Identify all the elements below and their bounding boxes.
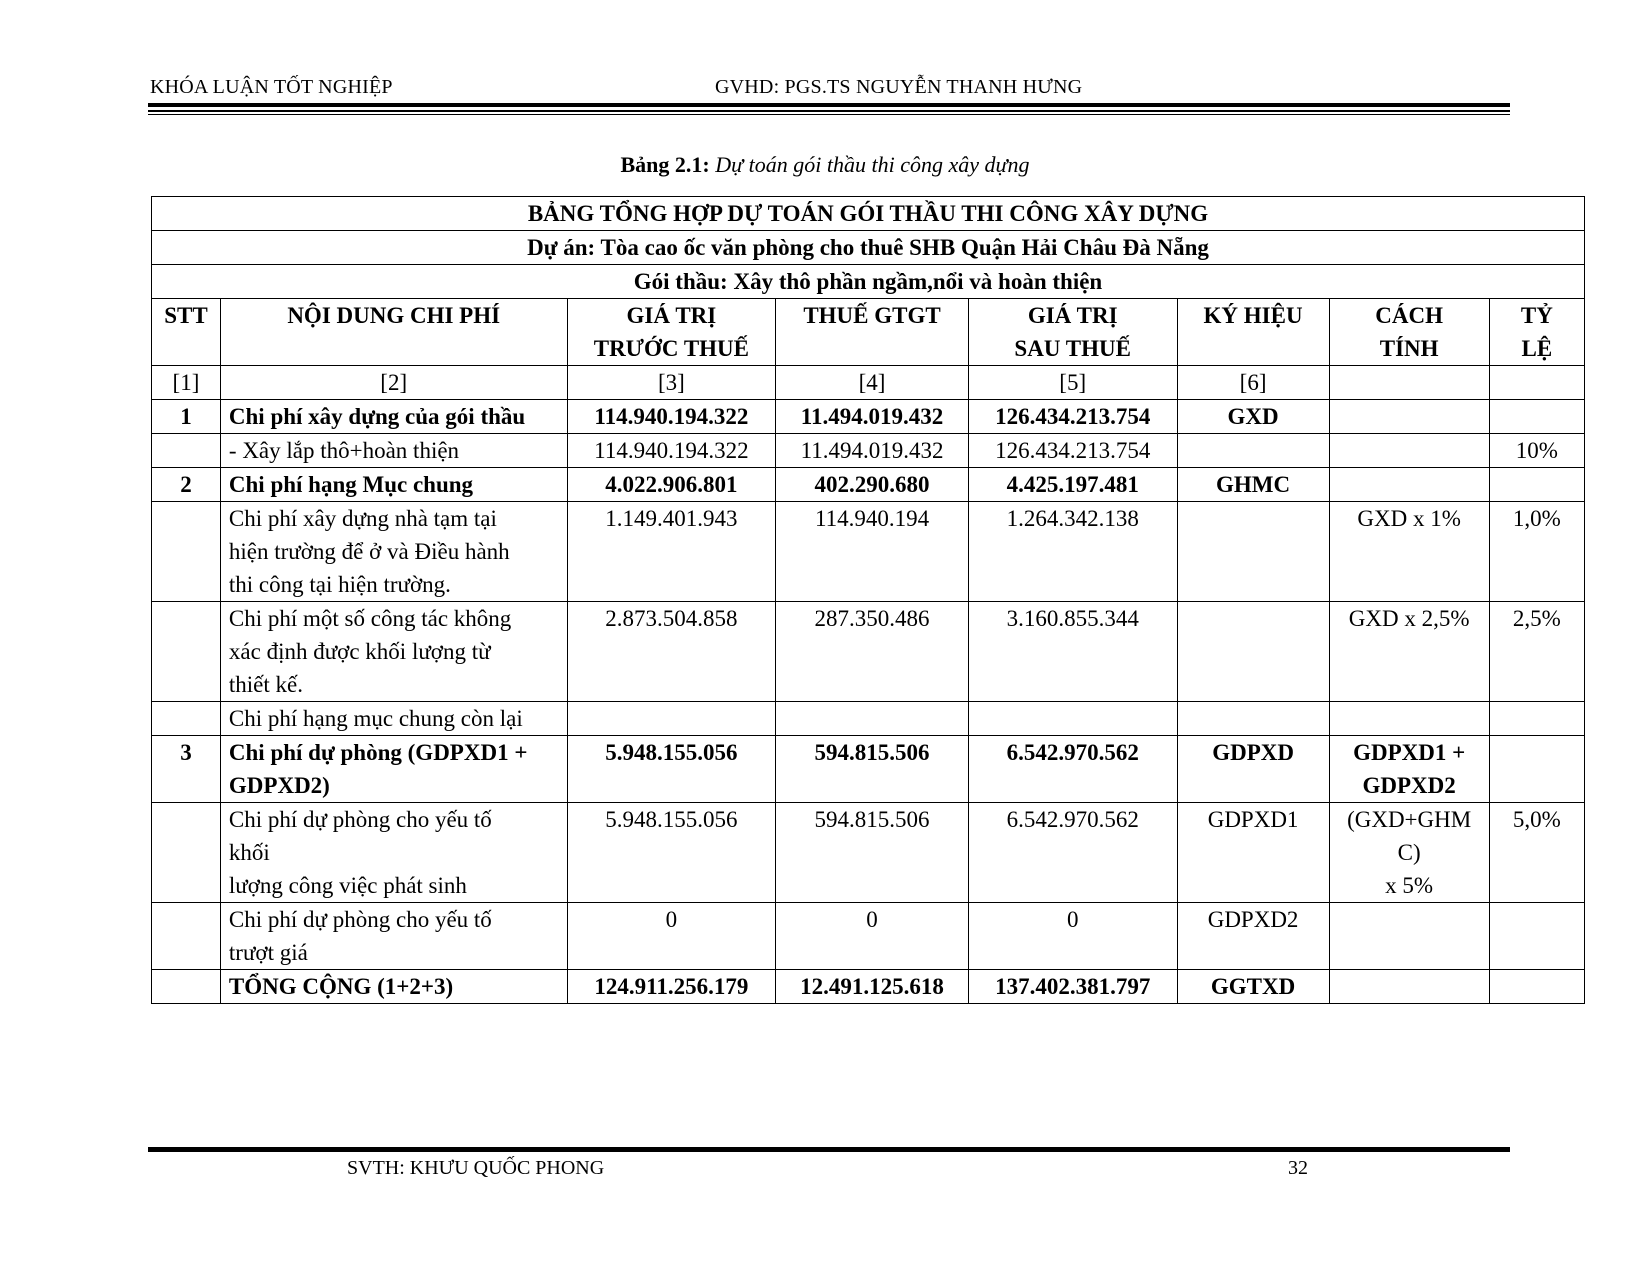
table-header-row [152,299,1585,366]
header-rate-line2: LỆ [1521,336,1553,361]
cell-after-tax: 126.434.213.754 [968,400,1177,434]
cell-vat: 287.350.486 [776,602,969,702]
cell-after-tax [968,702,1177,736]
table-caption [0,152,1650,178]
cell-content-line: Chi phí hạng Mục chung [228,472,474,497]
cell-vat: 402.290.680 [776,468,969,502]
index-row [152,366,1585,400]
cell-symbol: GHMC [1177,468,1329,502]
cell-method [1329,434,1489,468]
cell-stt: 3 [152,736,221,803]
cell-content-line: Chi phí dự phòng cho yếu tố [228,807,492,832]
cell-rate: 5,0% [1489,803,1584,903]
cell-content [220,502,567,602]
cell-content [220,702,567,736]
caption-label: Bảng 2.1: [620,152,710,177]
cell-before-tax: 5.948.155.056 [567,803,776,903]
header-left: KHÓA LUẬN TỐT NGHIỆP [150,76,393,98]
page-number: 32 [1288,1157,1308,1179]
cell-vat: 114.940.194 [776,502,969,602]
cell-stt: 1 [152,400,221,434]
cell-before-tax: 4.022.906.801 [567,468,776,502]
index-cell: [3] [567,366,776,400]
cell-content-line: xác định được khối lượng từ [228,639,491,664]
cell-before-tax: 2.873.504.858 [567,602,776,702]
header-symbol: KÝ HIỆU [1177,299,1329,366]
cell-method [1329,970,1489,1004]
header-before-tax [567,299,776,366]
cell-method [1329,400,1489,434]
header-content: NỘI DUNG CHI PHÍ [220,299,567,366]
cell-before-tax: 5.948.155.056 [567,736,776,803]
cell-content-line: Chi phí dự phòng cho yếu tố [228,907,492,932]
table-row [152,468,1585,502]
cell-vat: 11.494.019.432 [776,400,969,434]
cell-rate [1489,903,1584,970]
header-stt: STT [152,299,221,366]
cell-method-line: GXD x 2,5% [1348,606,1470,631]
cell-after-tax: 126.434.213.754 [968,434,1177,468]
header-rate-line1: TỶ [1520,303,1553,328]
cell-rate [1489,468,1584,502]
header-before-tax-line1: GIÁ TRỊ [626,303,717,328]
table-title-row [152,197,1585,231]
header-rule [148,103,1510,107]
cell-before-tax: 1.149.401.943 [567,502,776,602]
cell-method [1329,736,1489,803]
cell-rate: 2,5% [1489,602,1584,702]
cell-content [220,736,567,803]
cell-after-tax: 1.264.342.138 [968,502,1177,602]
cell-content-line: GDPXD2) [228,773,330,798]
index-cell: [5] [968,366,1177,400]
cell-content-line: Chi phí hạng mục chung còn lại [228,706,523,731]
cell-content-line: Chi phí một số công tác không [228,606,512,631]
header-after-tax-line2: SAU THUẾ [1014,336,1131,361]
cell-content-line: Chi phí dự phòng (GDPXD1 + [228,740,528,765]
table-row [152,602,1585,702]
cell-content [220,602,567,702]
cell-after-tax: 6.542.970.562 [968,803,1177,903]
cell-symbol [1177,434,1329,468]
cell-content-line: lượng công việc phát sinh [228,873,467,898]
cell-before-tax: 114.940.194.322 [567,434,776,468]
cell-content-line: thiết kế. [228,672,303,697]
cell-symbol [1177,702,1329,736]
cell-method [1329,502,1489,602]
cost-estimate-table [151,196,1585,1004]
cell-symbol: GXD [1177,400,1329,434]
cell-stt [152,803,221,903]
table-row [152,803,1585,903]
cell-stt [152,502,221,602]
header-rule [148,114,1510,115]
table-package: Gói thầu: Xây thô phần ngầm,nổi và hoàn thiện [152,265,1585,299]
header-method [1329,299,1489,366]
cell-stt [152,970,221,1004]
cell-method-line: GXD x 1% [1357,506,1461,531]
cell-symbol [1177,602,1329,702]
caption-text: Dự toán gói thầu thi công xây dựng [715,152,1030,177]
cell-content-line: TỔNG CỘNG (1+2+3) [228,974,454,999]
cell-vat: 594.815.506 [776,803,969,903]
cell-after-tax: 3.160.855.344 [968,602,1177,702]
header-rule [148,110,1510,112]
cell-stt [152,702,221,736]
table-row [152,702,1585,736]
table-row [152,903,1585,970]
cell-rate [1489,736,1584,803]
cell-after-tax: 0 [968,903,1177,970]
cell-before-tax: 124.911.256.179 [567,970,776,1004]
cell-content-line: khối [228,840,270,865]
cell-vat: 594.815.506 [776,736,969,803]
cell-before-tax [567,702,776,736]
cell-vat [776,702,969,736]
cell-content-line: Chi phí xây dựng nhà tạm tại [228,506,497,531]
cell-method-line: GDPXD1 + [1353,740,1466,765]
table-row [152,400,1585,434]
cell-after-tax: 4.425.197.481 [968,468,1177,502]
cell-vat: 0 [776,903,969,970]
cell-symbol: GDPXD [1177,736,1329,803]
cell-stt: 2 [152,468,221,502]
header-before-tax-line2: TRƯỚC THUẾ [593,336,750,361]
header-method-line1: CÁCH [1375,303,1443,328]
index-cell: [2] [220,366,567,400]
cell-method [1329,903,1489,970]
cell-symbol [1177,502,1329,602]
header-vat: THUẾ GTGT [776,299,969,366]
cell-symbol: GGTXD [1177,970,1329,1004]
cell-method [1329,602,1489,702]
cell-symbol: GDPXD2 [1177,903,1329,970]
cell-rate [1489,400,1584,434]
cell-content [220,803,567,903]
table-project: Dự án: Tòa cao ốc văn phòng cho thuê SHB Quận Hải Châu Đà Nẵng [152,231,1585,265]
header-rate [1489,299,1584,366]
cell-rate: 10% [1489,434,1584,468]
cell-stt [152,602,221,702]
table-title: BẢNG TỔNG HỢP DỰ TOÁN GÓI THẦU THI CÔNG XÂY DỰNG [152,197,1585,231]
index-cell: [4] [776,366,969,400]
table-package-row [152,265,1585,299]
cell-stt [152,903,221,970]
index-cell [1489,366,1584,400]
footer-student: SVTH: KHƯU QUỐC PHONG [347,1157,605,1179]
cell-rate [1489,970,1584,1004]
cell-vat: 12.491.125.618 [776,970,969,1004]
index-cell [1329,366,1489,400]
cell-rate [1489,702,1584,736]
header-after-tax [968,299,1177,366]
header-right: GVHD: PGS.TS NGUYỄN THANH HƯNG [715,76,1083,98]
table-row [152,970,1585,1004]
cell-content-line: - Xây lắp thô+hoàn thiện [228,438,460,463]
cell-before-tax: 114.940.194.322 [567,400,776,434]
cell-symbol: GDPXD1 [1177,803,1329,903]
cell-after-tax: 6.542.970.562 [968,736,1177,803]
table-row [152,434,1585,468]
cell-content [220,400,567,434]
header-method-line2: TÍNH [1379,336,1439,361]
cell-content [220,434,567,468]
cell-method [1329,468,1489,502]
cell-stt [152,434,221,468]
table-row [152,736,1585,803]
cell-method-line: (GXD+GHM [1347,807,1472,832]
cell-before-tax: 0 [567,903,776,970]
cell-vat: 11.494.019.432 [776,434,969,468]
cell-content-line: Chi phí xây dựng của gói thầu [228,404,526,429]
cell-method-line: GDPXD2 [1362,773,1456,798]
table-project-row [152,231,1585,265]
cell-rate: 1,0% [1489,502,1584,602]
cell-method [1329,803,1489,903]
cell-content-line: hiện trường để ở và Điều hành [228,539,510,564]
cell-content [220,970,567,1004]
cell-method-line: C) [1397,840,1421,865]
cell-method [1329,702,1489,736]
index-cell: [6] [1177,366,1329,400]
cell-method-line: x 5% [1385,873,1434,898]
cell-content [220,468,567,502]
cell-content [220,903,567,970]
table-row [152,502,1585,602]
header-after-tax-line1: GIÁ TRỊ [1027,303,1118,328]
footer-rule [148,1147,1510,1152]
index-cell: [1] [152,366,221,400]
cell-content-line: trượt giá [228,940,308,965]
cell-content-line: thi công tại hiện trường. [228,572,451,597]
cell-after-tax: 137.402.381.797 [968,970,1177,1004]
